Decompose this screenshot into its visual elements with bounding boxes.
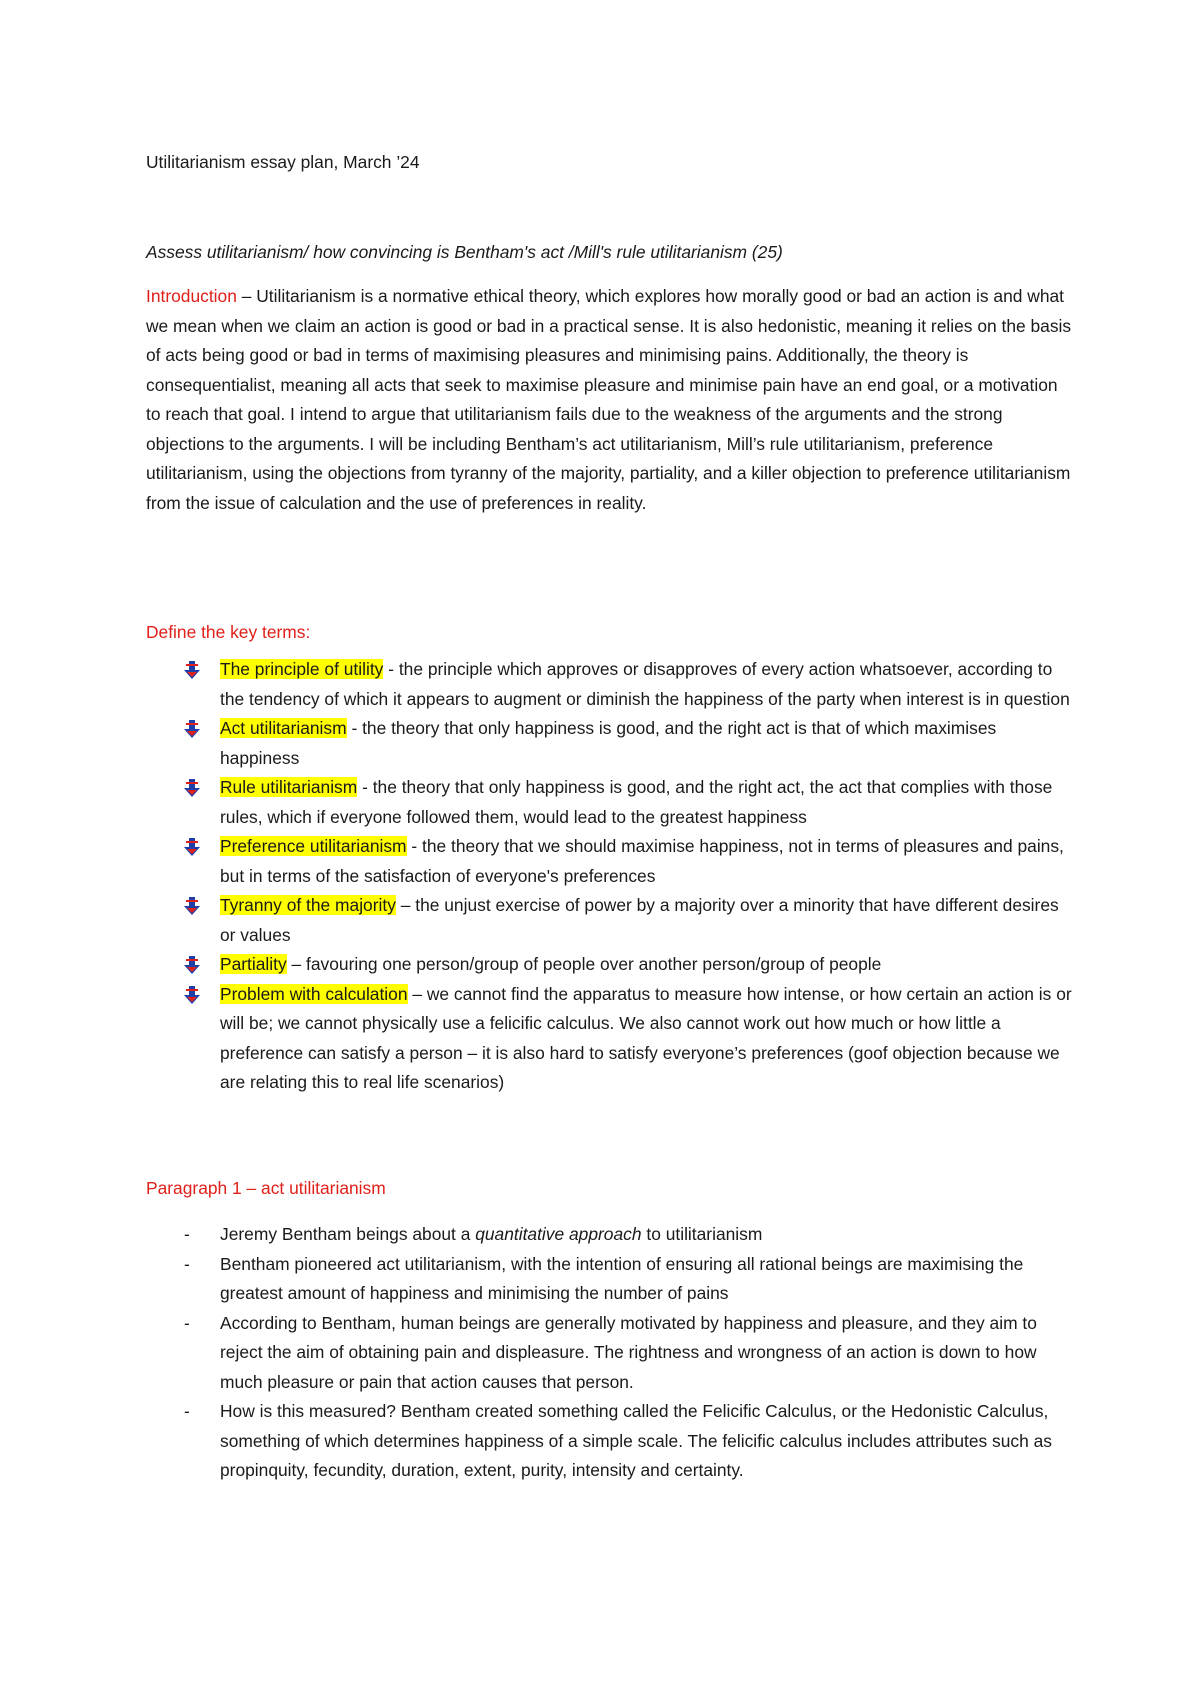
definition-text: - the principle which approves or disapproves of every action whatsoever, according to the tendency of which it appears to augment or diminish the happiness of the party when interest is in question bbox=[220, 659, 1070, 709]
dash-bullet: - bbox=[184, 1224, 190, 1244]
list-item-text: to utilitarianism bbox=[641, 1224, 763, 1244]
down-arrow-bullet-icon bbox=[184, 661, 200, 679]
list-item bbox=[146, 1397, 1076, 1486]
definition-item bbox=[146, 655, 1076, 714]
paragraph-1-list bbox=[146, 1220, 1076, 1486]
paragraph-1-heading: Paragraph 1 – act utilitarianism bbox=[146, 1178, 386, 1198]
document-title: Utilitarianism essay plan, March ’24 bbox=[146, 152, 420, 172]
introduction-text: – Utilitarianism is a normative ethical theory, which explores how morally good or bad an action is and what we mean when we claim an action is good or bad in a practical sense. It is also hedonistic, meaning it relies on the basis of acts being good or bad in terms of maximising pleasures and minimising pains. Additionally, the theory is consequentialist, meaning all acts that seek to maximise pleasure and minimise pain have an end goal, or a motivation to reach that goal. I intend to argue that utilitarianism fails due to the weakness of the arguments and the strong objections to the arguments. I will be including Bentham’s act utilitarianism, Mill’s rule utilitarianism, preference utilitarianism, using the objections from tyranny of the majority, partiality, and a killer objection to preference utilitarianism from the issue of calculation and the use of preferences in reality. bbox=[146, 286, 1072, 513]
definitions-list bbox=[146, 655, 1076, 1098]
down-arrow-bullet-icon bbox=[184, 838, 200, 856]
list-item-emphasis: quantitative approach bbox=[475, 1224, 642, 1244]
list-item-text: Bentham pioneered act utilitarianism, with the intention of ensuring all rational beings are maximising the greatest amount of happiness and minimising the number of pains bbox=[220, 1253, 1024, 1303]
definition-text: - the theory that only happiness is good, and the right act, the act that complies with those rules, which if everyone followed them, would lead to the greatest happiness bbox=[220, 777, 1053, 827]
definition-item bbox=[146, 832, 1076, 891]
essay-question: Assess utilitarianism/ how convincing is Bentham's act /Mill's rule utilitarianism (25) bbox=[146, 242, 783, 262]
list-item bbox=[146, 1250, 1076, 1309]
definition-term: The principle of utility bbox=[220, 659, 384, 679]
definition-item bbox=[146, 950, 1076, 980]
definition-term: Preference utilitarianism bbox=[220, 836, 407, 856]
down-arrow-bullet-icon bbox=[184, 956, 200, 974]
dash-bullet: - bbox=[184, 1253, 190, 1274]
definition-term: Rule utilitarianism bbox=[220, 777, 358, 797]
list-item-text: According to Bentham, human beings are generally motivated by happiness and pleasure, and they aim to reject the aim of obtaining pain and displeasure. The rightness and wrongness of an action is down to how much pleasure or pain that action causes that person. bbox=[220, 1312, 1037, 1392]
dash-bullet: - bbox=[184, 1401, 190, 1421]
down-arrow-bullet-icon bbox=[184, 897, 200, 915]
definition-text: – we cannot find the apparatus to measure how intense, or how certain an action is or will be; we cannot physically use a felicific calculus. We also cannot work out how much or how little a preference can satisfy a person – it is also hard to satisfy everyone’s preferences (goof objection because we are relating this to real life scenarios) bbox=[220, 983, 1072, 1092]
down-arrow-bullet-icon bbox=[184, 986, 200, 1004]
dash-bullet: - bbox=[184, 1312, 190, 1333]
definition-text: - the theory that only happiness is good, and the right act is that of which maximises happiness bbox=[220, 718, 997, 768]
definition-item bbox=[146, 980, 1076, 1098]
list-item-text: How is this measured? Bentham created something called the Felicific Calculus, or the Hedonistic Calculus, something of which determines happiness of a simple scale. The felicific calculus includes attributes such as propinquity, fecundity, duration, extent, purity, intensity and certainty. bbox=[220, 1401, 1052, 1480]
definition-item bbox=[146, 773, 1076, 832]
down-arrow-bullet-icon bbox=[184, 720, 200, 738]
definition-text: – favouring one person/group of people over another person/group of people bbox=[286, 954, 882, 974]
definition-term: Problem with calculation bbox=[220, 983, 408, 1004]
definition-item bbox=[146, 714, 1076, 773]
list-item bbox=[146, 1220, 1076, 1250]
list-item bbox=[146, 1309, 1076, 1398]
definition-item bbox=[146, 891, 1076, 950]
definition-text: - the theory that we should maximise happiness, not in terms of pleasures and pains, but in terms of the satisfaction of everyone's preferences bbox=[220, 836, 1064, 886]
definition-text: – the unjust exercise of power by a majority over a minority that have different desires or values bbox=[220, 895, 1059, 945]
introduction-paragraph bbox=[146, 282, 1076, 518]
introduction-label: Introduction bbox=[146, 286, 237, 306]
definition-term: Act utilitarianism bbox=[220, 718, 347, 738]
definitions-heading: Define the key terms: bbox=[146, 622, 311, 642]
definition-term: Tyranny of the majority bbox=[220, 895, 396, 915]
list-item-text: Jeremy Bentham beings about a bbox=[220, 1224, 476, 1244]
down-arrow-bullet-icon bbox=[184, 779, 200, 797]
definition-term: Partiality bbox=[220, 954, 287, 974]
